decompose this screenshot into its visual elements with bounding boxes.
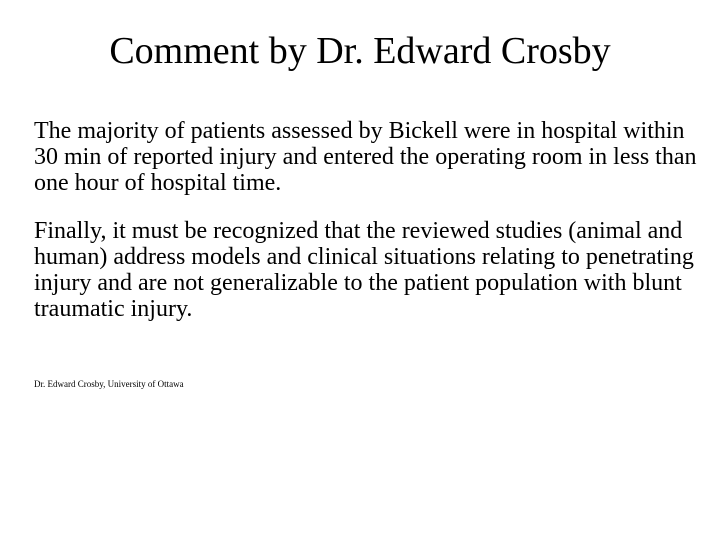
body-paragraph-2: Finally, it must be recognized that the reviewed studies (animal and human) address models and clinical situations relating to penetrating injury and are not generalizable to the patient population with blunt traumatic injury. bbox=[34, 218, 694, 322]
slide-title: Comment by Dr. Edward Crosby bbox=[109, 30, 611, 72]
body-paragraph-1: The majority of patients assessed by Bickell were in hospital within 30 min of reported injury and entered the operating room in less than one hour of hospital time. bbox=[34, 118, 697, 196]
slide-body bbox=[34, 118, 704, 344]
slide-footer: Dr. Edward Crosby, University of Ottawa bbox=[34, 379, 184, 389]
